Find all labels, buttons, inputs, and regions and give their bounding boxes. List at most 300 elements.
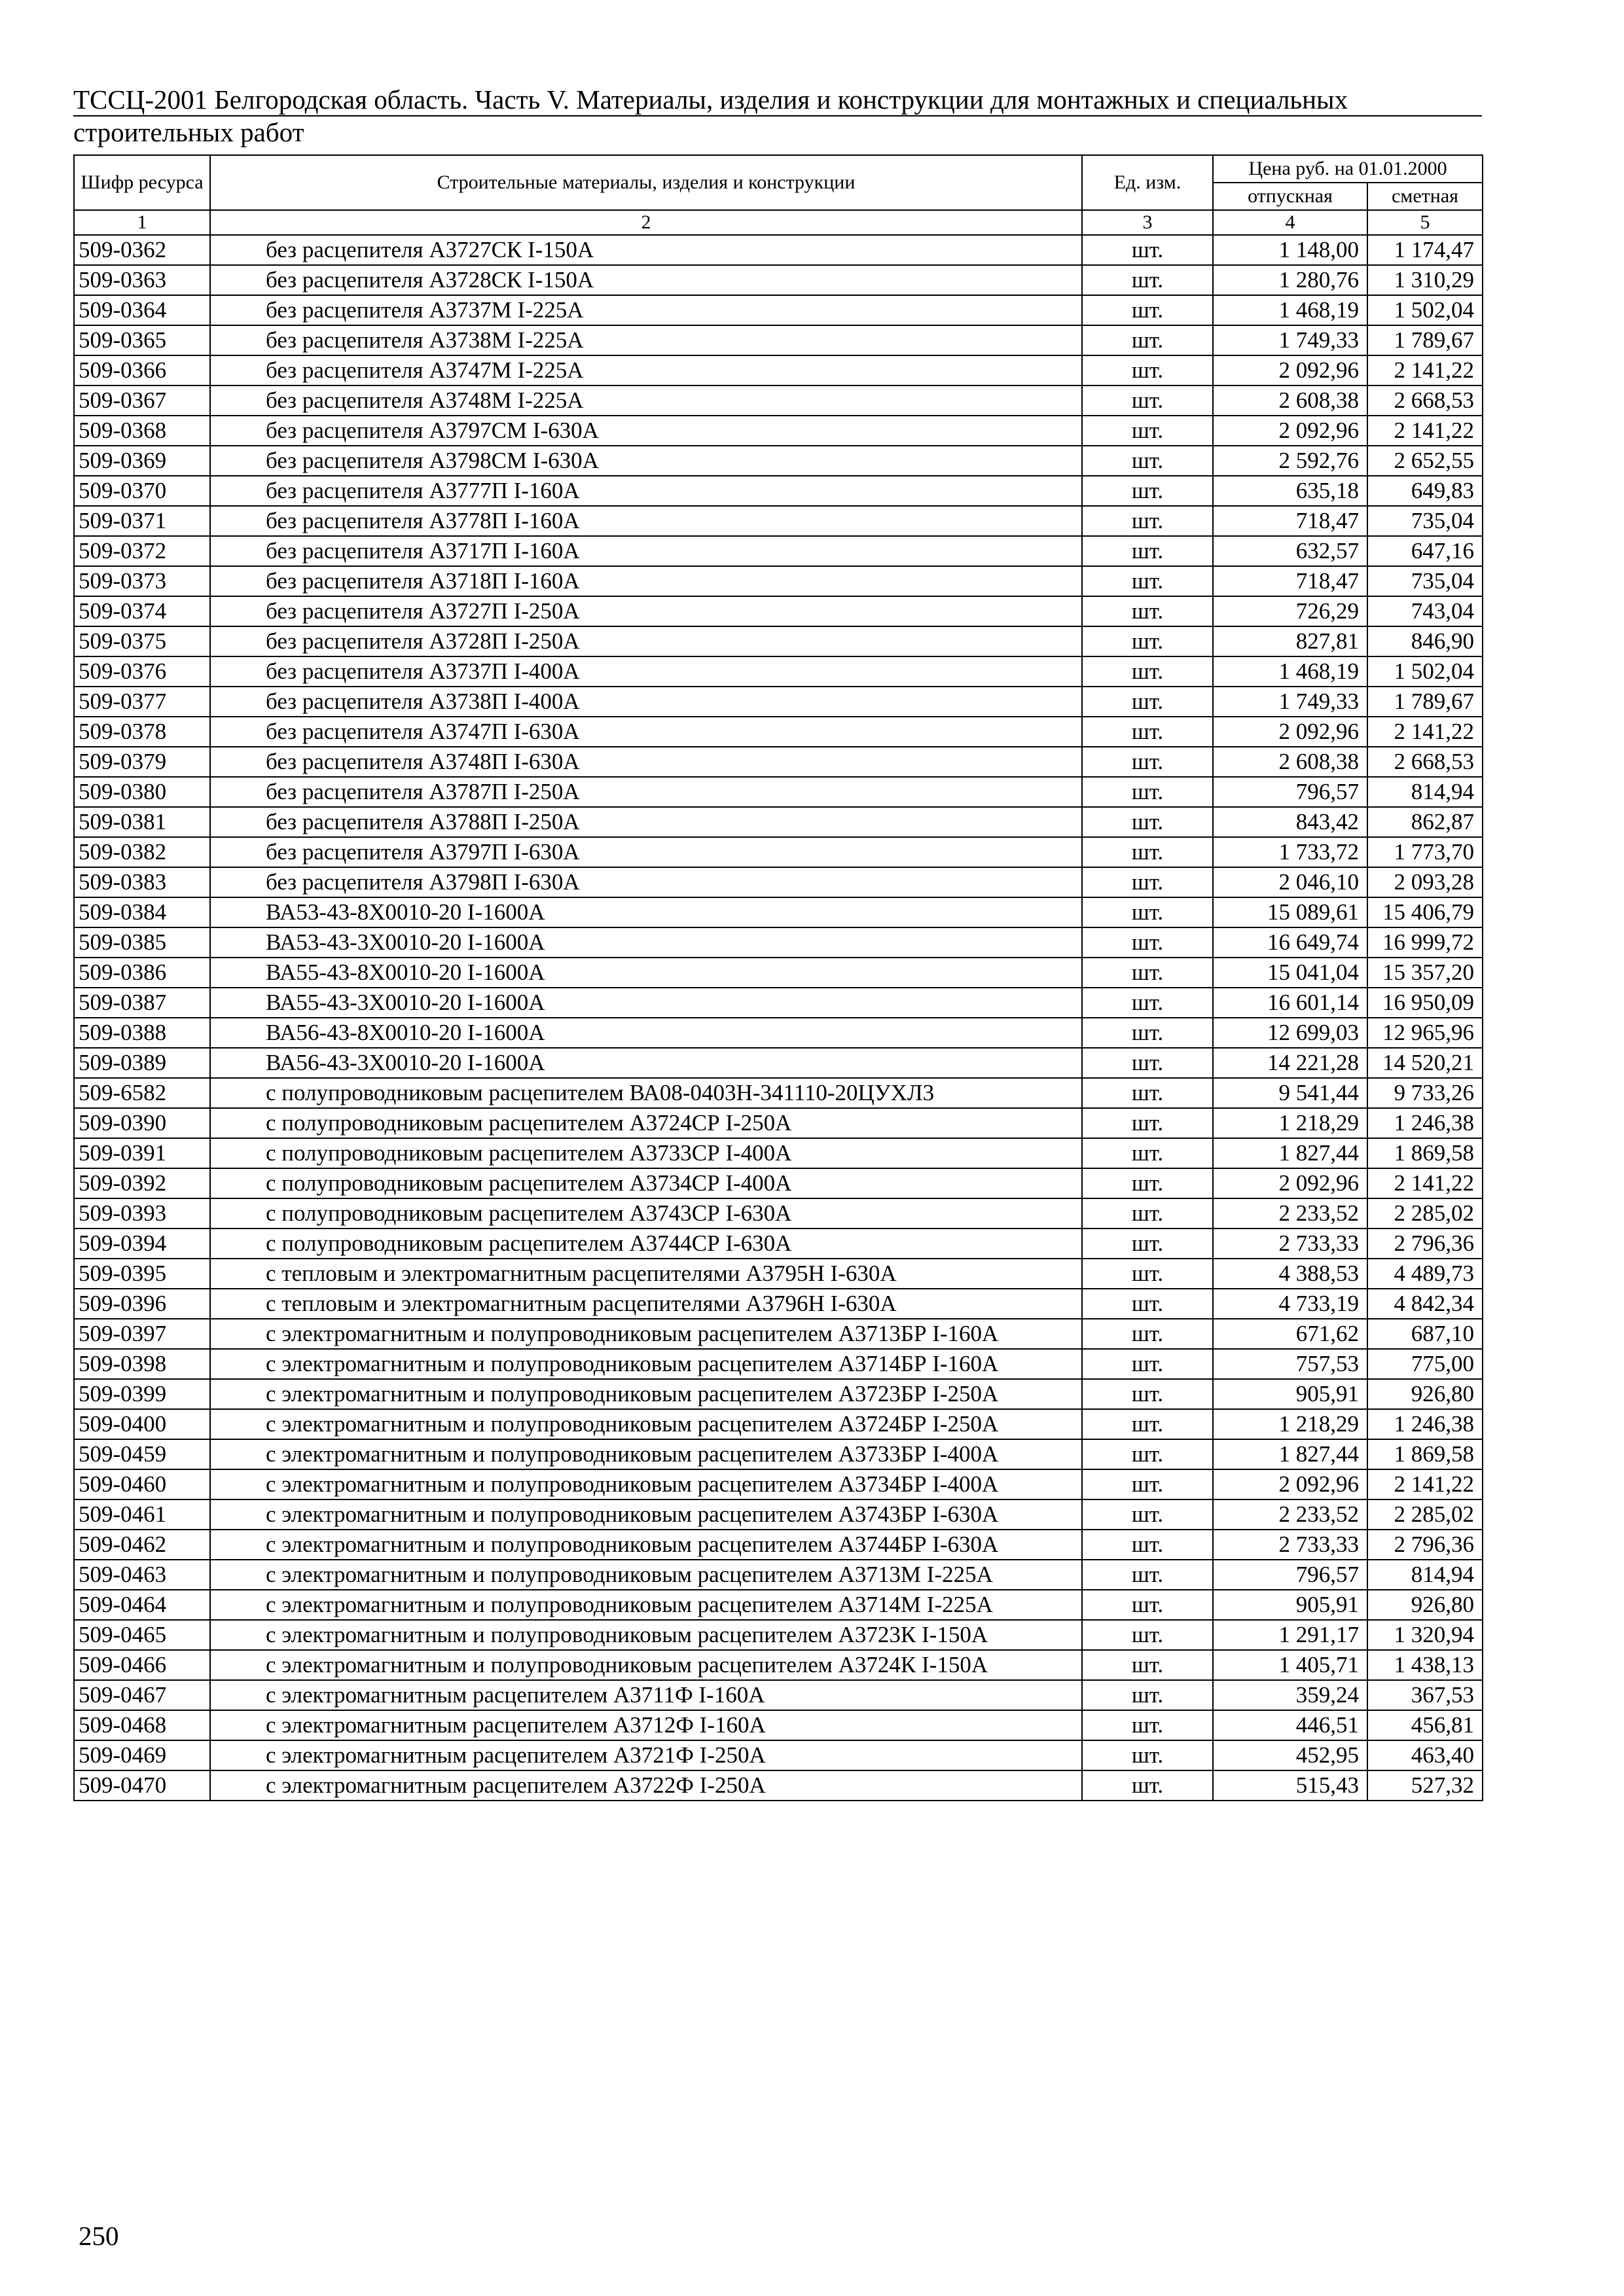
resource-code: 509-0363 (74, 265, 210, 295)
resource-code: 509-0372 (74, 536, 210, 566)
material-name-text: без расцепителя А3748М I-225А (266, 387, 584, 413)
unit: шт. (1082, 1409, 1213, 1439)
resource-code: 509-0470 (74, 1770, 210, 1801)
unit: шт. (1082, 1680, 1213, 1710)
material-name-text: с электромагнитным расцепителем А3712Ф I-160А (266, 1712, 766, 1738)
unit: шт. (1082, 355, 1213, 386)
release-price: 12 699,03 (1213, 1018, 1367, 1048)
estimate-price: 2 141,22 (1367, 1168, 1483, 1198)
unit: шт. (1082, 656, 1213, 687)
release-price: 4 388,53 (1213, 1259, 1367, 1289)
unit: шт. (1082, 416, 1213, 446)
table-row (74, 777, 1483, 807)
material-name-text: ВА53-43-3Х0010-20 I-1600А (266, 929, 545, 955)
header-num-1: 1 (74, 210, 210, 235)
material-name (210, 1409, 1082, 1439)
release-price: 2 046,10 (1213, 867, 1367, 897)
unit: шт. (1082, 1499, 1213, 1530)
release-price: 1 148,00 (1213, 235, 1367, 265)
release-price: 905,91 (1213, 1379, 1367, 1409)
table-row (74, 1048, 1483, 1078)
resource-code: 509-0388 (74, 1018, 210, 1048)
header-title-line2: строительных работ (73, 117, 304, 147)
release-price: 1 749,33 (1213, 687, 1367, 717)
material-name-text: без расцепителя А3777П I-160А (266, 478, 580, 503)
table-row (74, 1620, 1483, 1650)
resource-code: 509-0463 (74, 1560, 210, 1590)
material-name-text: без расцепителя А3747М I-225А (266, 357, 584, 383)
resource-code: 509-0379 (74, 747, 210, 777)
material-name-text: с полупроводниковым расцепителем ВА08-0403Н-341110-20ЦУХЛ3 (266, 1080, 935, 1105)
estimate-price: 4 842,34 (1367, 1289, 1483, 1319)
release-price: 2 608,38 (1213, 386, 1367, 416)
unit: шт. (1082, 1530, 1213, 1560)
release-price: 1 218,29 (1213, 1409, 1367, 1439)
release-price: 1 405,71 (1213, 1650, 1367, 1680)
material-name (210, 777, 1082, 807)
resource-code: 509-0398 (74, 1349, 210, 1379)
header-num-4: 4 (1213, 210, 1367, 235)
unit: шт. (1082, 897, 1213, 927)
release-price: 827,81 (1213, 626, 1367, 656)
table-row (74, 1078, 1483, 1108)
material-name (210, 927, 1082, 958)
release-price: 796,57 (1213, 1560, 1367, 1590)
release-price: 796,57 (1213, 777, 1367, 807)
release-price: 15 089,61 (1213, 897, 1367, 927)
resource-code: 509-0467 (74, 1680, 210, 1710)
table-row (74, 1259, 1483, 1289)
table-row (74, 536, 1483, 566)
estimate-price: 1 869,58 (1367, 1439, 1483, 1469)
material-name-text: без расцепителя А3737П I-400А (266, 658, 580, 684)
unit: шт. (1082, 1138, 1213, 1168)
material-name (210, 386, 1082, 416)
release-price: 2 733,33 (1213, 1229, 1367, 1259)
material-name (210, 1168, 1082, 1198)
material-name (210, 566, 1082, 596)
material-name (210, 1590, 1082, 1620)
resource-code: 509-0387 (74, 988, 210, 1018)
unit: шт. (1082, 596, 1213, 626)
estimate-price: 647,16 (1367, 536, 1483, 566)
resource-code: 509-0395 (74, 1259, 210, 1289)
material-name-text: с электромагнитным и полупроводниковым расцепителем А3713БР I-160А (266, 1321, 999, 1346)
unit: шт. (1082, 265, 1213, 295)
resource-code: 509-0397 (74, 1319, 210, 1349)
table-row (74, 1289, 1483, 1319)
estimate-price: 2 652,55 (1367, 446, 1483, 476)
unit: шт. (1082, 1108, 1213, 1138)
unit: шт. (1082, 1439, 1213, 1469)
resource-code: 509-0382 (74, 837, 210, 867)
release-price: 2 092,96 (1213, 1469, 1367, 1499)
release-price: 16 601,14 (1213, 988, 1367, 1018)
estimate-price: 2 141,22 (1367, 717, 1483, 747)
release-price: 671,62 (1213, 1319, 1367, 1349)
material-name-text: с электромагнитным и полупроводниковым расцепителем А3723К I-150А (266, 1622, 988, 1647)
header-name: Строительные материалы, изделия и конструкции (210, 155, 1082, 210)
estimate-price: 2 796,36 (1367, 1229, 1483, 1259)
unit: шт. (1082, 1560, 1213, 1590)
estimate-price: 814,94 (1367, 777, 1483, 807)
table-row (74, 566, 1483, 596)
material-name (210, 867, 1082, 897)
estimate-price: 814,94 (1367, 1560, 1483, 1590)
release-price: 1 733,72 (1213, 837, 1367, 867)
header-num-5: 5 (1367, 210, 1483, 235)
material-name (210, 988, 1082, 1018)
resource-code: 509-0390 (74, 1108, 210, 1138)
material-name-text: с тепловым и электромагнитным расцепителями А3795Н I-630А (266, 1261, 897, 1286)
table-row (74, 295, 1483, 325)
table-row (74, 897, 1483, 927)
release-price: 2 092,96 (1213, 416, 1367, 446)
material-name (210, 1048, 1082, 1078)
resource-code: 509-0400 (74, 1409, 210, 1439)
material-name (210, 1710, 1082, 1740)
estimate-price: 14 520,21 (1367, 1048, 1483, 1078)
material-name-text: с электромагнитным расцепителем А3721Ф I-250А (266, 1742, 766, 1768)
estimate-price: 12 965,96 (1367, 1018, 1483, 1048)
resource-code: 509-0365 (74, 325, 210, 355)
material-name (210, 1680, 1082, 1710)
material-name-text: с электромагнитным и полупроводниковым расцепителем А3714М I-225А (266, 1592, 993, 1617)
resource-code: 509-0383 (74, 867, 210, 897)
unit: шт. (1082, 566, 1213, 596)
release-price: 14 221,28 (1213, 1048, 1367, 1078)
material-name-text: ВА56-43-3Х0010-20 I-1600А (266, 1050, 545, 1075)
table-row (74, 927, 1483, 958)
material-name-text: без расцепителя А3797СМ I-630А (266, 418, 599, 443)
estimate-price: 1 869,58 (1367, 1138, 1483, 1168)
unit: шт. (1082, 1198, 1213, 1229)
resource-code: 509-0466 (74, 1650, 210, 1680)
material-name-text: с полупроводниковым расцепителем А3743СР I-630А (266, 1200, 792, 1226)
header-estimate-price: сметная (1367, 183, 1483, 210)
release-price: 726,29 (1213, 596, 1367, 626)
material-name-text: с тепловым и электромагнитным расцепителями А3796Н I-630А (266, 1291, 897, 1316)
unit: шт. (1082, 1710, 1213, 1740)
table-row (74, 1108, 1483, 1138)
material-name-text: ВА55-43-3Х0010-20 I-1600А (266, 990, 545, 1015)
estimate-price: 367,53 (1367, 1680, 1483, 1710)
resource-code: 509-0381 (74, 807, 210, 837)
material-name (210, 476, 1082, 506)
table-row (74, 1590, 1483, 1620)
material-name (210, 355, 1082, 386)
material-name (210, 1770, 1082, 1801)
estimate-price: 2 796,36 (1367, 1530, 1483, 1560)
resource-code: 509-0391 (74, 1138, 210, 1168)
material-name-text: ВА53-43-8Х0010-20 I-1600А (266, 899, 545, 925)
material-name (210, 1469, 1082, 1499)
resource-code: 509-0392 (74, 1168, 210, 1198)
table-row (74, 1229, 1483, 1259)
estimate-price: 2 093,28 (1367, 867, 1483, 897)
unit: шт. (1082, 386, 1213, 416)
release-price: 2 233,52 (1213, 1198, 1367, 1229)
unit: шт. (1082, 506, 1213, 536)
page-header (73, 84, 1482, 148)
release-price: 2 608,38 (1213, 747, 1367, 777)
material-name (210, 897, 1082, 927)
release-price: 632,57 (1213, 536, 1367, 566)
release-price: 1 827,44 (1213, 1138, 1367, 1168)
resource-code: 509-0384 (74, 897, 210, 927)
resource-code: 509-0468 (74, 1710, 210, 1740)
table-row (74, 265, 1483, 295)
release-price: 1 468,19 (1213, 656, 1367, 687)
table-row (74, 1530, 1483, 1560)
table-row (74, 1770, 1483, 1801)
table-body (74, 235, 1483, 1801)
material-name-text: с электромагнитным расцепителем А3711Ф I-160А (266, 1682, 765, 1708)
table-row (74, 1439, 1483, 1469)
material-name (210, 1108, 1082, 1138)
release-price: 2 233,52 (1213, 1499, 1367, 1530)
material-name-text: ВА56-43-8Х0010-20 I-1600А (266, 1020, 545, 1045)
release-price: 359,24 (1213, 1680, 1367, 1710)
estimate-price: 2 141,22 (1367, 416, 1483, 446)
estimate-price: 1 789,67 (1367, 325, 1483, 355)
resource-code: 509-0375 (74, 626, 210, 656)
estimate-price: 16 999,72 (1367, 927, 1483, 958)
table-header (74, 155, 1483, 235)
resource-code: 509-0399 (74, 1379, 210, 1409)
material-name (210, 1379, 1082, 1409)
unit: шт. (1082, 536, 1213, 566)
estimate-price: 2 668,53 (1367, 386, 1483, 416)
resource-code: 509-0374 (74, 596, 210, 626)
header-price: Цена руб. на 01.01.2000 (1213, 155, 1483, 183)
release-price: 2 592,76 (1213, 446, 1367, 476)
material-name (210, 807, 1082, 837)
material-name (210, 1620, 1082, 1650)
material-name-text: без расцепителя А3778П I-160А (266, 508, 580, 533)
estimate-price: 527,32 (1367, 1770, 1483, 1801)
unit: шт. (1082, 988, 1213, 1018)
header-num-2: 2 (210, 210, 1082, 235)
resource-code: 509-0393 (74, 1198, 210, 1229)
unit: шт. (1082, 1349, 1213, 1379)
release-price: 9 541,44 (1213, 1078, 1367, 1108)
estimate-price: 15 357,20 (1367, 958, 1483, 988)
unit: шт. (1082, 1229, 1213, 1259)
estimate-price: 1 773,70 (1367, 837, 1483, 867)
material-name-text: без расцепителя А3737М I-225А (266, 297, 584, 323)
release-price: 1 468,19 (1213, 295, 1367, 325)
material-name (210, 325, 1082, 355)
material-name (210, 626, 1082, 656)
table-row (74, 1560, 1483, 1590)
material-name-text: без расцепителя А3728П I-250А (266, 628, 580, 654)
estimate-price: 687,10 (1367, 1319, 1483, 1349)
material-name (210, 235, 1082, 265)
material-name-text: с электромагнитным и полупроводниковым расцепителем А3723БР I-250А (266, 1381, 999, 1407)
release-price: 635,18 (1213, 476, 1367, 506)
unit: шт. (1082, 1078, 1213, 1108)
table-row (74, 476, 1483, 506)
material-name-text: без расцепителя А3727СК I-150А (266, 237, 594, 262)
resource-code: 509-0367 (74, 386, 210, 416)
unit: шт. (1082, 1168, 1213, 1198)
material-name-text: с электромагнитным расцепителем А3722Ф I-250А (266, 1772, 766, 1798)
estimate-price: 743,04 (1367, 596, 1483, 626)
unit: шт. (1082, 1590, 1213, 1620)
material-name-text: с электромагнитным и полупроводниковым расцепителем А3734БР I-400А (266, 1471, 999, 1497)
resource-code: 509-0377 (74, 687, 210, 717)
material-name (210, 1650, 1082, 1680)
unit: шт. (1082, 1620, 1213, 1650)
resource-code: 509-0380 (74, 777, 210, 807)
resource-code: 509-0459 (74, 1439, 210, 1469)
material-name-text: с полупроводниковым расцепителем А3734СР I-400А (266, 1170, 792, 1196)
material-name (210, 506, 1082, 536)
material-name (210, 1740, 1082, 1770)
resource-code: 509-0369 (74, 446, 210, 476)
material-name-text: без расцепителя А3787П I-250А (266, 779, 580, 804)
unit: шт. (1082, 1379, 1213, 1409)
table-row (74, 1168, 1483, 1198)
material-name (210, 687, 1082, 717)
table-row (74, 1018, 1483, 1048)
material-name (210, 446, 1082, 476)
resource-code: 509-0366 (74, 355, 210, 386)
material-name-text: с электромагнитным и полупроводниковым расцепителем А3743БР I-630А (266, 1501, 999, 1527)
unit: шт. (1082, 1770, 1213, 1801)
unit: шт. (1082, 687, 1213, 717)
resource-code: 509-0385 (74, 927, 210, 958)
estimate-price: 456,81 (1367, 1710, 1483, 1740)
material-name-text: с полупроводниковым расцепителем А3724СР I-250А (266, 1110, 792, 1136)
price-table (73, 154, 1483, 1801)
estimate-price: 735,04 (1367, 506, 1483, 536)
unit: шт. (1082, 958, 1213, 988)
release-price: 452,95 (1213, 1740, 1367, 1770)
estimate-price: 2 285,02 (1367, 1198, 1483, 1229)
estimate-price: 1 310,29 (1367, 265, 1483, 295)
table-row (74, 506, 1483, 536)
estimate-price: 16 950,09 (1367, 988, 1483, 1018)
resource-code: 509-0362 (74, 235, 210, 265)
release-price: 1 218,29 (1213, 1108, 1367, 1138)
material-name-text: без расцепителя А3798СМ I-630А (266, 448, 599, 473)
resource-code: 509-0370 (74, 476, 210, 506)
unit: шт. (1082, 476, 1213, 506)
unit: шт. (1082, 1048, 1213, 1078)
table-row (74, 1469, 1483, 1499)
table-row (74, 596, 1483, 626)
header-title-line1: ТССЦ-2001 Белгородская область. Часть V. Материалы, изделия и конструкции для монтажных и специальных (73, 84, 1482, 117)
resource-code: 509-0461 (74, 1499, 210, 1530)
table-row (74, 837, 1483, 867)
material-name (210, 1560, 1082, 1590)
table-row (74, 1409, 1483, 1439)
resource-code: 509-0465 (74, 1620, 210, 1650)
material-name (210, 1349, 1082, 1379)
material-name (210, 416, 1082, 446)
material-name-text: без расцепителя А3798П I-630А (266, 869, 580, 895)
unit: шт. (1082, 1319, 1213, 1349)
material-name-text: ВА55-43-8Х0010-20 I-1600А (266, 960, 545, 985)
material-name (210, 1198, 1082, 1229)
table-row (74, 416, 1483, 446)
material-name (210, 1530, 1082, 1560)
table-row (74, 687, 1483, 717)
material-name (210, 1259, 1082, 1289)
release-price: 1 749,33 (1213, 325, 1367, 355)
unit: шт. (1082, 626, 1213, 656)
resource-code: 509-0469 (74, 1740, 210, 1770)
table-row (74, 1319, 1483, 1349)
estimate-price: 2 141,22 (1367, 355, 1483, 386)
material-name (210, 958, 1082, 988)
material-name-text: без расцепителя А3747П I-630А (266, 719, 580, 744)
table-row (74, 1379, 1483, 1409)
header-num-3: 3 (1082, 210, 1213, 235)
unit: шт. (1082, 747, 1213, 777)
table-row (74, 656, 1483, 687)
table-row (74, 867, 1483, 897)
material-name (210, 536, 1082, 566)
unit: шт. (1082, 235, 1213, 265)
header-code: Шифр ресурса (74, 155, 210, 210)
table-row (74, 1499, 1483, 1530)
material-name (210, 1229, 1082, 1259)
table-row (74, 325, 1483, 355)
table-row (74, 988, 1483, 1018)
estimate-price: 862,87 (1367, 807, 1483, 837)
estimate-price: 2 668,53 (1367, 747, 1483, 777)
header-unit: Ед. изм. (1082, 155, 1213, 210)
material-name-text: с полупроводниковым расцепителем А3744СР I-630А (266, 1230, 792, 1256)
page-number: 250 (79, 2221, 119, 2251)
estimate-price: 4 489,73 (1367, 1259, 1483, 1289)
resource-code: 509-0376 (74, 656, 210, 687)
material-name-text: без расцепителя А3748П I-630А (266, 749, 580, 774)
unit: шт. (1082, 325, 1213, 355)
resource-code: 509-0386 (74, 958, 210, 988)
material-name-text: без расцепителя А3727П I-250А (266, 598, 580, 624)
estimate-price: 1 502,04 (1367, 656, 1483, 687)
table-row (74, 446, 1483, 476)
estimate-price: 846,90 (1367, 626, 1483, 656)
release-price: 843,42 (1213, 807, 1367, 837)
material-name (210, 265, 1082, 295)
material-name-text: без расцепителя А3738М I-225А (266, 327, 584, 353)
estimate-price: 463,40 (1367, 1740, 1483, 1770)
unit: шт. (1082, 1469, 1213, 1499)
material-name (210, 1138, 1082, 1168)
table-row (74, 1198, 1483, 1229)
resource-code: 509-0389 (74, 1048, 210, 1078)
unit: шт. (1082, 807, 1213, 837)
material-name-text: с электромагнитным и полупроводниковым расцепителем А3713М I-225А (266, 1562, 993, 1587)
table-row (74, 1138, 1483, 1168)
estimate-price: 1 320,94 (1367, 1620, 1483, 1650)
material-name-text: с электромагнитным и полупроводниковым расцепителем А3724БР I-250А (266, 1411, 999, 1437)
material-name-text: без расцепителя А3788П I-250А (266, 809, 580, 834)
table-row (74, 1680, 1483, 1710)
estimate-price: 1 174,47 (1367, 235, 1483, 265)
release-price: 718,47 (1213, 566, 1367, 596)
unit: шт. (1082, 1650, 1213, 1680)
unit: шт. (1082, 867, 1213, 897)
material-name (210, 596, 1082, 626)
table-row (74, 355, 1483, 386)
estimate-price: 9 733,26 (1367, 1078, 1483, 1108)
